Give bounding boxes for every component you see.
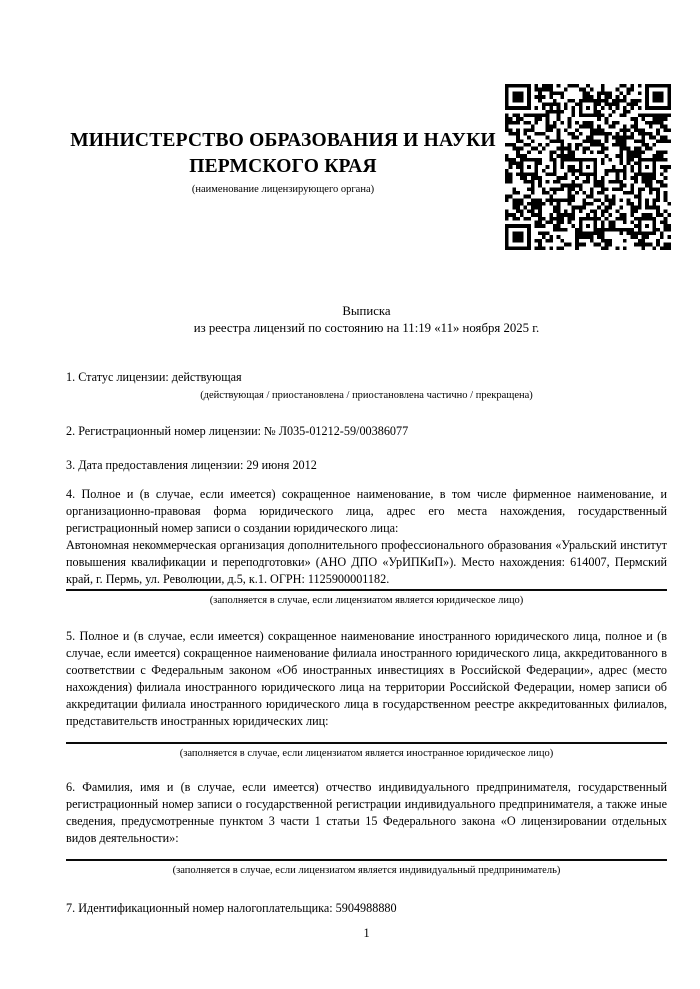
page-number: 1 — [363, 926, 370, 940]
item-registration-number — [66, 423, 667, 440]
fill-line — [66, 859, 667, 861]
document-content — [66, 0, 667, 917]
individual-entrepreneur-label: 6. Фамилия, имя и (в случае, если имеется) отчество индивидуального предпринимателя, государственный регистрационный номер записи о государственной регистрации индивидуального предпринимателя, а также иные сведения, предусмотренные пунктом 3 части 1 статьи 15 Федерального закона «О лицензировании отдельных видов деятельности»: — [66, 780, 667, 845]
ministry-name-line2: ПЕРМСКОГО КРАЯ — [189, 156, 377, 177]
license-status-options-caption: (действующая / приостановлена / приостановлена частично / прекращена) — [200, 390, 533, 401]
license-status-text: 1. Статус лицензии: действующая — [66, 370, 242, 384]
individual-entrepreneur-caption: (заполняется в случае, если лицензиатом является индивидуальный предприниматель) — [172, 865, 561, 876]
foreign-entity-label: 5. Полное и (в случае, если имеется) сокращенное наименование иностранного юридического лица, полное и (в случае, если имеется) сокращенное наименование филиала иностранного юридического лица, аккредитованного в соответствии с Федеральным законом «Об иностранных инвестициях в Российской Федерации», адрес (место нахождения) филиала иностранного юридического лица на территории Российской Федерации, номер записи об аккредитации филиала иностранного юридического лица в государственном реестре аккредитованных филиалов, представительств иностранных юридических лиц: — [66, 629, 667, 728]
title-line1: Выписка — [342, 304, 391, 318]
license-date-text: 3. Дата предоставления лицензии: 29 июня 2012 — [66, 458, 317, 472]
item-taxpayer-number — [66, 900, 667, 917]
licensing-authority-header — [66, 128, 500, 197]
item-license-date — [66, 457, 667, 474]
legal-entity-value: Автономная некоммерческая организация дополнительного профессионального образования «Уральский институт повышения квалификации и переподготовки» (АНО ДПО «УрИПКиП»). Место нахождения: 614007, Пермский край, г. Пермь, ул. Революции, д.5, к.1. ОГРН: 1125900001182. — [66, 538, 667, 586]
fill-line — [66, 742, 667, 744]
foreign-entity-caption: (заполняется в случае, если лицензиатом является иностранное юридическое лицо) — [179, 748, 554, 759]
authority-caption: (наименование лицензирующего органа) — [191, 184, 375, 195]
document-title — [66, 303, 667, 337]
title-line2: из реестра лицензий по состоянию на 11:19 «11» ноября 2025 г. — [193, 321, 540, 335]
fill-line — [66, 589, 667, 591]
item-individual-entrepreneur — [66, 779, 667, 878]
registration-number-text: 2. Регистрационный номер лицензии: № Л035-01212-59/00386077 — [66, 424, 409, 438]
item-license-status — [66, 369, 667, 403]
legal-entity-caption: (заполняется в случае, если лицензиатом является юридическое лицо) — [209, 595, 524, 606]
ministry-name-line1: МИНИСТЕРСТВО ОБРАЗОВАНИЯ И НАУКИ — [70, 130, 496, 151]
item-legal-entity — [66, 486, 667, 608]
item-foreign-entity — [66, 628, 667, 761]
legal-entity-label: 4. Полное и (в случае, если имеется) сокращенное наименование, в том числе фирменное наименование, и организационно-правовая форма юридического лица, адрес его места нахождения, государственный регистрационный номер записи о создании юридического лица: — [66, 487, 667, 535]
taxpayer-number-text: 7. Идентификационный номер налогоплательщика: 5904988880 — [66, 901, 397, 915]
